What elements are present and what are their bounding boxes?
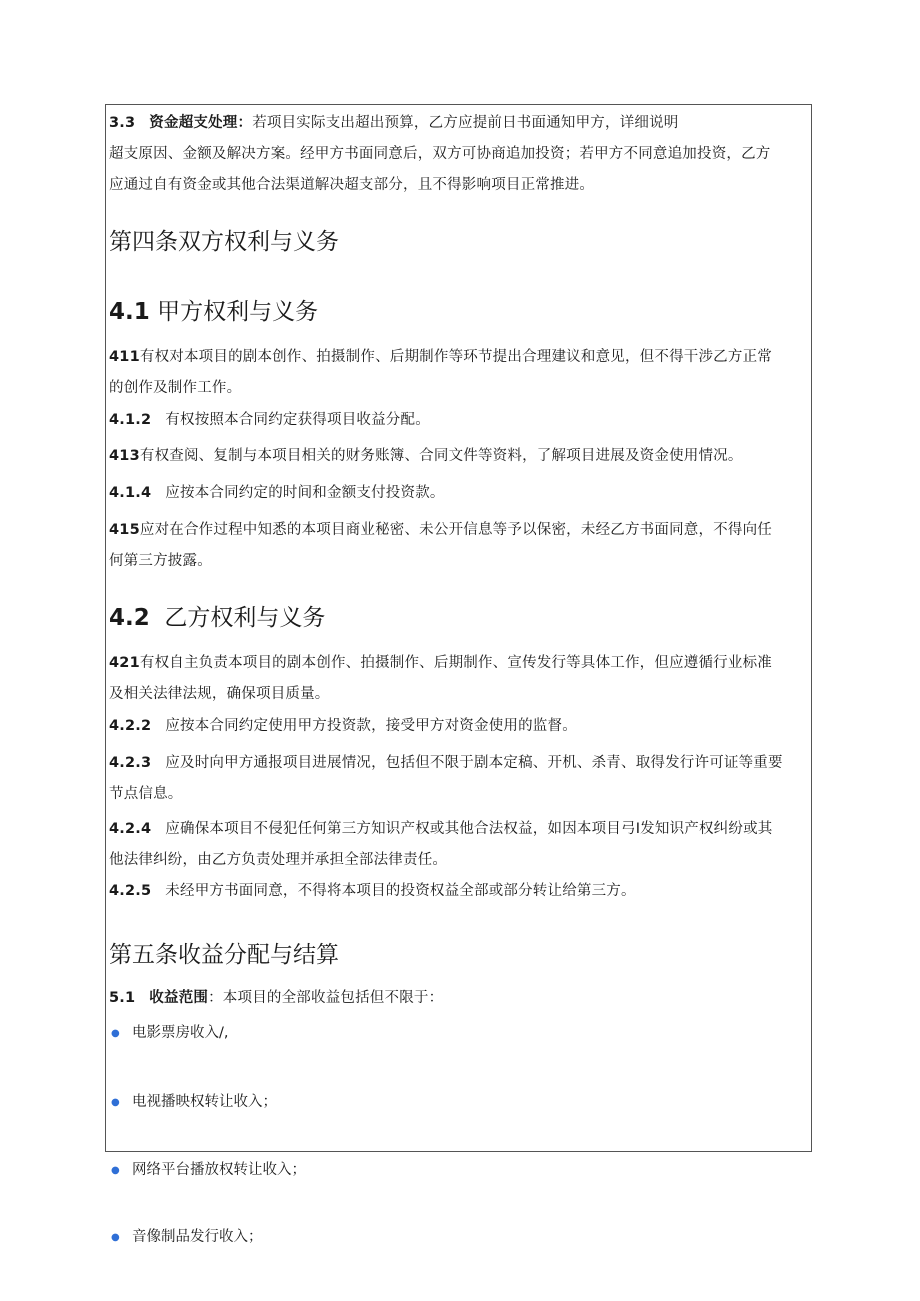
clause-4-1-2 — [109, 405, 809, 436]
document-frame — [105, 104, 812, 1245]
list-item-text: 电影票房收入/, — [132, 1025, 229, 1041]
clause-4-1-4 — [109, 478, 809, 509]
clause-5-1 — [109, 983, 809, 1014]
clause-number: 4.2.5 — [109, 883, 152, 899]
clause-4-1-5 — [109, 515, 809, 577]
clause-text: 应按本合同约定使用甲方投资款，接受甲方对资金使用的监督。 — [165, 718, 577, 734]
list-item — [109, 1222, 832, 1253]
bullet-icon: ● — [111, 1097, 120, 1108]
clause-4-1-1 — [109, 342, 809, 404]
list-item-text: 电视播映权转让收入； — [132, 1094, 277, 1110]
clause-number: 4.2.4 — [109, 821, 152, 837]
clause-text-line-2: 他法律纠纷，由乙方负责处理并承担全部法律责任。 — [109, 852, 448, 868]
clause-title: 资金超支处理： — [149, 115, 253, 131]
section-4-2-heading — [109, 603, 809, 633]
clause-4-2-5 — [109, 876, 809, 907]
clause-number: 4.1.4 — [109, 485, 152, 501]
list-item — [109, 1155, 832, 1186]
clause-number: 4.2.2 — [109, 718, 152, 734]
clause-4-1-3 — [109, 441, 809, 472]
clause-text-line-1: 应确保本项目不侵犯任何第三方知识产权或其他合法权益，如因本项目弓I发知识产权纠纷或其 — [165, 821, 773, 837]
clause-number: 5.1 — [109, 990, 136, 1006]
clause-text-line-1: 有权对本项目的剧本创作、拍摄制作、后期制作等环节提出合理建议和意见，但不得干涉乙方正常 — [139, 349, 772, 365]
clause-text-line-1: 若项目实际支出超出预算，乙方应提前日书面通知甲方，详细说明 — [252, 115, 679, 131]
section-4-1-heading — [109, 297, 809, 327]
clause-text: 应按本合同约定的时间和金额支付投资款。 — [165, 485, 445, 501]
clause-text-line-2: 的创作及制作工作。 — [109, 380, 242, 396]
clause-4-2-3 — [109, 748, 809, 810]
section-title: 甲方权利与义务 — [157, 299, 319, 325]
list-item-text: 音像制品发行收入； — [132, 1229, 263, 1245]
clause-3-3 — [109, 108, 809, 201]
section-number: 4.1 — [109, 299, 150, 325]
clause-4-2-2 — [109, 711, 809, 742]
clause-number: 413 — [109, 448, 140, 464]
clause-number: 3.3 — [109, 115, 136, 131]
section-number: 4.2 — [109, 605, 150, 631]
clause-text: ：本项目的全部收益包括但不限于： — [208, 990, 444, 1006]
clause-4-2-4 — [109, 814, 809, 876]
list-item — [109, 1018, 832, 1049]
clause-text-line-1: 有权自主负责本项目的剧本创作、拍摄制作、后期制作、宣传发行等具体工作，但应遵循行业标准 — [139, 655, 772, 671]
bullet-icon: ● — [111, 1232, 120, 1243]
clause-number: 411 — [109, 349, 140, 365]
list-item — [109, 1087, 832, 1118]
clause-text-line-1: 应对在合作过程中知悉的本项目商业秘密、未公开信息等予以保密，未经乙方书面同意，不得向任 — [139, 522, 772, 538]
clause-text-line-2: 何第三方披露。 — [109, 553, 212, 569]
clause-title: 收益范围 — [149, 990, 209, 1006]
bullet-icon: ● — [111, 1165, 120, 1176]
bullet-icon: ● — [111, 1028, 120, 1039]
clause-text: 有权按照本合同约定获得项目收益分配。 — [165, 412, 430, 428]
clause-text-line-2: 及相关法律法规，确保项目质量。 — [109, 686, 330, 702]
article-5-heading: 第五条收益分配与结算 — [109, 942, 339, 968]
clause-number: 415 — [109, 522, 140, 538]
clause-text-line-1: 应及时向甲方通报项目进展情况，包括但不限于剧本定稿、开机、杀青、取得发行许可证等重要 — [165, 755, 783, 771]
list-item-text: 网络平台播放权转让收入； — [132, 1162, 306, 1178]
article-4-heading: 第四条双方权利与义务 — [109, 229, 339, 255]
clause-text: 有权查阅、复制与本项目相关的财务账簿、合同文件等资料，了解项目进展及资金使用情况。 — [139, 448, 743, 464]
clause-text-line-2: 节点信息。 — [109, 786, 183, 802]
clause-text: 未经甲方书面同意，不得将本项目的投资权益全部或部分转让给第三方。 — [165, 883, 636, 899]
clause-number: 4.1.2 — [109, 412, 152, 428]
section-title: 乙方权利与义务 — [164, 605, 326, 631]
clause-number: 421 — [109, 655, 140, 671]
clause-4-2-1 — [109, 648, 809, 710]
clause-text-line-2: 超支原因、金额及解决方案。经甲方书面同意后，双方可协商追加投资；若甲方不同意追加投资，乙方 — [109, 146, 771, 162]
clause-number: 4.2.3 — [109, 755, 152, 771]
clause-text-line-3: 应通过自有资金或其他合法渠道解决超支部分，且不得影响项目正常推进。 — [109, 177, 595, 193]
